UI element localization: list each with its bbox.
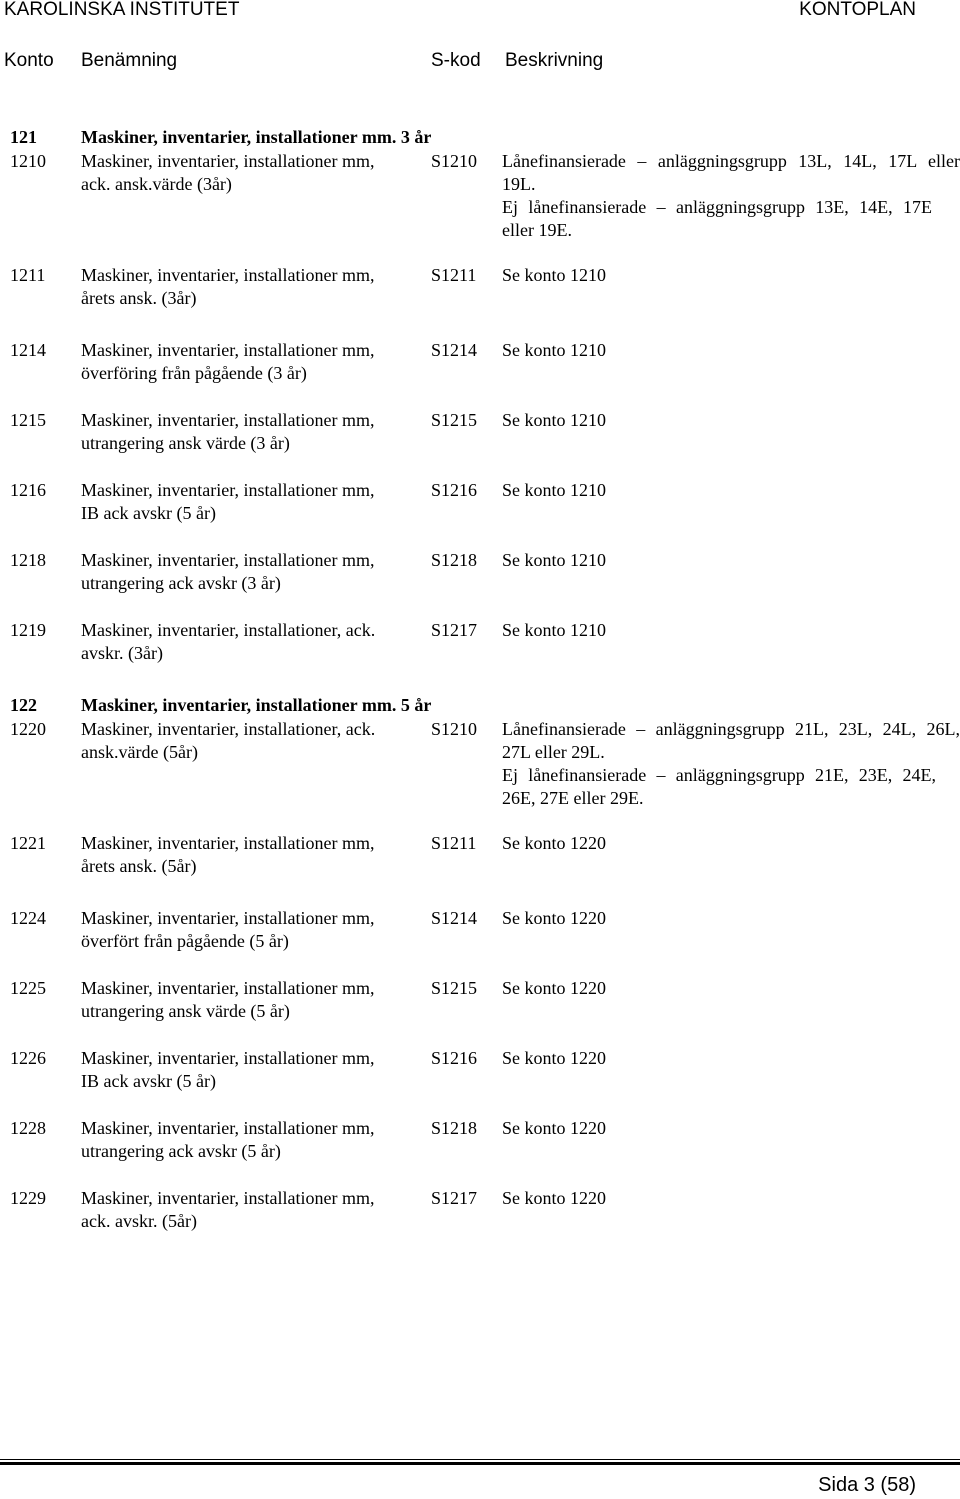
account-number: 1219 bbox=[10, 620, 46, 640]
account-name-line: utrangering ansk värde (3 år) bbox=[81, 433, 290, 453]
description-line: Se konto 1220 bbox=[502, 1188, 607, 1208]
account-name-line: Maskiner, inventarier, installationer mm, bbox=[81, 1048, 375, 1068]
account-number: 1210 bbox=[10, 151, 46, 171]
description-line: Se konto 1210 bbox=[502, 620, 607, 640]
account-name bbox=[81, 619, 426, 665]
description-line: Se konto 1210 bbox=[502, 265, 607, 285]
section-konto: 121 bbox=[10, 127, 37, 147]
description-line: Se konto 1220 bbox=[502, 1048, 607, 1068]
column-header-benamning: Benämning bbox=[81, 50, 178, 71]
account-name bbox=[81, 1047, 426, 1093]
account-name bbox=[81, 409, 426, 455]
account-name-line: Maskiner, inventarier, installationer mm, bbox=[81, 833, 375, 853]
section-title: Maskiner, inventarier, installationer mm. 3 år bbox=[81, 127, 432, 147]
account-number: 1220 bbox=[10, 719, 46, 739]
account-number: 1214 bbox=[10, 340, 46, 360]
institution-name: KAROLINSKA INSTITUTET bbox=[4, 0, 240, 20]
s-code: S1214 bbox=[431, 340, 478, 360]
account-name-line: ansk.värde (5år) bbox=[81, 742, 198, 762]
description-line: Lånefinansierade – anläggningsgrupp 13L, 14L, 17L eller bbox=[502, 151, 960, 171]
account-number: 1218 bbox=[10, 550, 46, 570]
account-name-line: årets ansk. (3år) bbox=[81, 288, 197, 308]
account-number: 1216 bbox=[10, 480, 46, 500]
account-name-line: Maskiner, inventarier, installationer mm, bbox=[81, 978, 375, 998]
account-name-line: Maskiner, inventarier, installationer mm, bbox=[81, 265, 375, 285]
description-line: Se konto 1220 bbox=[502, 908, 607, 928]
account-name-line: Maskiner, inventarier, installationer mm, bbox=[81, 480, 375, 500]
account-description bbox=[502, 549, 960, 572]
s-code: S1210 bbox=[431, 719, 478, 739]
account-name-line: Maskiner, inventarier, installationer mm, bbox=[81, 1188, 375, 1208]
description-line: Se konto 1210 bbox=[502, 340, 607, 360]
description-line: Se konto 1220 bbox=[502, 1118, 607, 1138]
account-name bbox=[81, 264, 426, 310]
account-number: 1211 bbox=[10, 265, 46, 285]
s-code: S1215 bbox=[431, 978, 478, 998]
description-line: Se konto 1220 bbox=[502, 833, 607, 853]
description-line: 26E, 27E eller 29E. bbox=[502, 788, 644, 808]
account-description bbox=[502, 1047, 960, 1070]
account-number: 1225 bbox=[10, 978, 46, 998]
account-name-line: årets ansk. (5år) bbox=[81, 856, 197, 876]
description-line: Lånefinansierade – anläggningsgrupp 21L, 23L, 24L, 26L, bbox=[502, 719, 960, 739]
account-description bbox=[502, 977, 960, 1000]
account-name-line: Maskiner, inventarier, installationer mm, bbox=[81, 151, 375, 171]
account-name bbox=[81, 832, 426, 878]
account-description bbox=[502, 479, 960, 502]
account-description bbox=[502, 264, 960, 287]
account-name-line: IB ack avskr (5 år) bbox=[81, 1071, 216, 1091]
account-number: 1226 bbox=[10, 1048, 46, 1068]
account-description bbox=[502, 1117, 960, 1140]
account-description bbox=[502, 1187, 960, 1210]
account-description bbox=[502, 619, 960, 642]
footer-rule-thin bbox=[0, 1459, 960, 1460]
account-description bbox=[502, 718, 960, 810]
account-number: 1224 bbox=[10, 908, 46, 928]
account-name-line: överföring från pågående (3 år) bbox=[81, 363, 307, 383]
s-code: S1217 bbox=[431, 1188, 478, 1208]
account-name-line: Maskiner, inventarier, installationer, ack. bbox=[81, 620, 376, 640]
account-name-line: IB ack avskr (5 år) bbox=[81, 503, 216, 523]
account-name-line: Maskiner, inventarier, installationer mm, bbox=[81, 410, 375, 430]
account-name-line: Maskiner, inventarier, installationer mm, bbox=[81, 1118, 375, 1138]
account-name bbox=[81, 1117, 426, 1163]
account-name-line: Maskiner, inventarier, installationer mm, bbox=[81, 550, 375, 570]
section-konto: 122 bbox=[10, 695, 37, 715]
account-description bbox=[502, 832, 960, 855]
description-line: Se konto 1210 bbox=[502, 550, 607, 570]
description-line: Se konto 1220 bbox=[502, 978, 607, 998]
account-name bbox=[81, 1187, 426, 1233]
column-header-konto: Konto bbox=[4, 50, 54, 71]
account-name bbox=[81, 977, 426, 1023]
column-header-skod: S-kod bbox=[431, 50, 481, 71]
s-code: S1214 bbox=[431, 908, 478, 928]
column-header-beskrivning: Beskrivning bbox=[505, 50, 604, 71]
account-number: 1228 bbox=[10, 1118, 46, 1138]
description-line: eller 19E. bbox=[502, 220, 572, 240]
account-name-line: ack. ansk.värde (3år) bbox=[81, 174, 232, 194]
s-code: S1215 bbox=[431, 410, 478, 430]
account-name bbox=[81, 479, 426, 525]
account-name-line: utrangering ansk värde (5 år) bbox=[81, 1001, 290, 1021]
description-line: Se konto 1210 bbox=[502, 480, 607, 500]
description-line: Ej lånefinansierade – anläggningsgrupp 21E, 23E, 24E, bbox=[502, 765, 936, 785]
s-code: S1218 bbox=[431, 1118, 478, 1138]
s-code: S1210 bbox=[431, 151, 478, 171]
s-code: S1217 bbox=[431, 620, 478, 640]
s-code: S1211 bbox=[431, 265, 477, 285]
s-code: S1211 bbox=[431, 833, 477, 853]
account-name-line: utrangering ack avskr (3 år) bbox=[81, 573, 281, 593]
account-name-line: avskr. (3år) bbox=[81, 643, 163, 663]
s-code: S1216 bbox=[431, 1048, 478, 1068]
account-description bbox=[502, 150, 960, 242]
description-line: Se konto 1210 bbox=[502, 410, 607, 430]
account-name bbox=[81, 150, 426, 196]
account-description bbox=[502, 339, 960, 362]
account-name bbox=[81, 549, 426, 595]
description-line: Ej lånefinansierade – anläggningsgrupp 13E, 14E, 17E bbox=[502, 197, 932, 217]
account-number: 1215 bbox=[10, 410, 46, 430]
s-code: S1218 bbox=[431, 550, 478, 570]
account-name-line: Maskiner, inventarier, installationer mm, bbox=[81, 908, 375, 928]
document-title: KONTOPLAN bbox=[799, 0, 916, 20]
footer-rule-thick bbox=[0, 1462, 960, 1465]
account-name-line: ack. avskr. (5år) bbox=[81, 1211, 197, 1231]
account-name bbox=[81, 907, 426, 953]
description-line: 19L. bbox=[502, 174, 536, 194]
account-name-line: Maskiner, inventarier, installationer, ack. bbox=[81, 719, 376, 739]
account-name-line: utrangering ack avskr (5 år) bbox=[81, 1141, 281, 1161]
page-number: Sida 3 (58) bbox=[818, 1474, 916, 1496]
account-description bbox=[502, 409, 960, 432]
account-name bbox=[81, 339, 426, 385]
s-code: S1216 bbox=[431, 480, 478, 500]
account-name bbox=[81, 718, 426, 764]
account-number: 1229 bbox=[10, 1188, 46, 1208]
account-number: 1221 bbox=[10, 833, 46, 853]
account-name-line: Maskiner, inventarier, installationer mm, bbox=[81, 340, 375, 360]
description-line: 27L eller 29L. bbox=[502, 742, 605, 762]
section-title: Maskiner, inventarier, installationer mm. 5 år bbox=[81, 695, 432, 715]
account-description bbox=[502, 907, 960, 930]
account-name-line: överfört från pågående (5 år) bbox=[81, 931, 289, 951]
